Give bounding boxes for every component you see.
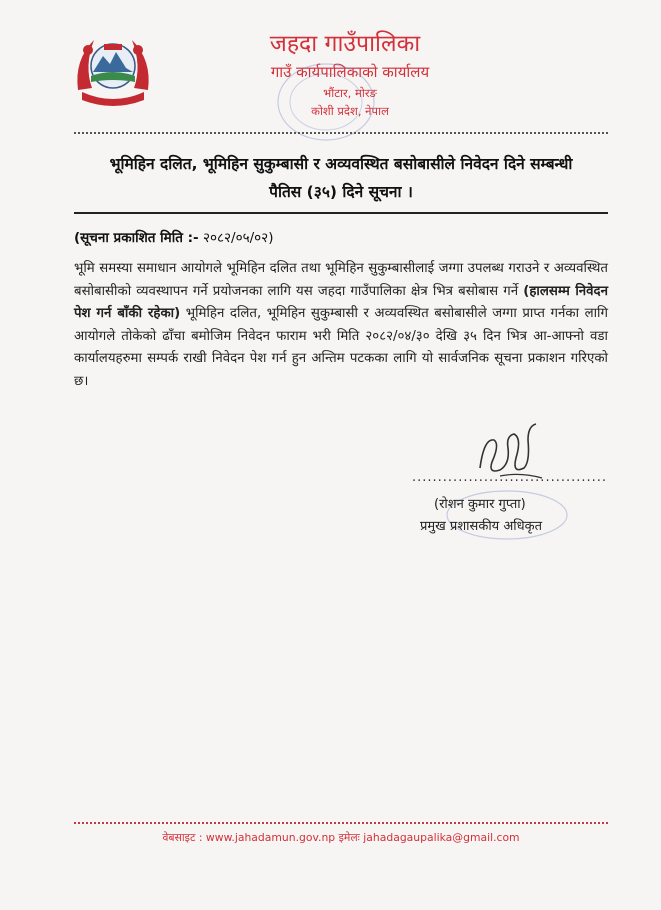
subject-line-2: पैतिस (३५) दिने सूचना ।	[269, 183, 413, 201]
header-divider	[74, 132, 608, 134]
body-part-2: भूमिहिन दलित, भूमिहिन सुकुम्बासी र अव्यवस्थित बसोबासीले जग्गा प्राप्त गर्नका लागि आयोगले तोकेको ढाँचा बमोजिम निवेदन फाराम भरी मिति २०८२/०४/३० देखि ३५ दिन भित्र आ-आफ्नो वडा कार्यालयहरुमा सम्पर्क राखी निवेदन पेश गर्न हुन अन्तिम पटकका लागि यो सार्वजनिक सूचना प्रकाशन गरिएको छ।	[74, 306, 608, 389]
footer-contact: वेबसाइट : www.jahadamun.gov.np इमेलः jahadagaupalika@gmail.com	[162, 831, 520, 844]
publish-date-label: (सूचना प्रकाशित मिति :-	[74, 230, 199, 246]
office-address-line1: भौंटार, मोरङ	[323, 86, 377, 100]
office-address-line2: कोशी प्रदेश, नेपाल	[311, 104, 389, 118]
subject-underline	[74, 212, 608, 214]
signatory-title: प्रमुख प्रशासकीय अधिकृत	[420, 519, 543, 534]
footer-divider	[74, 822, 608, 824]
nepal-emblem-icon	[70, 30, 156, 110]
body-emphasis: (हालसम्म निवेदन पेश गर्न बाँकी रहेका)	[74, 283, 608, 322]
subject-line-1: भूमिहिन दलित, भूमिहिन सुकुम्बासी र अव्यवस्थित बसोबासीले निवेदन दिने सम्बन्धी	[109, 155, 573, 173]
signature-line: ......................................	[412, 470, 608, 485]
notice-subject	[74, 150, 608, 206]
office-name: गाउँ कार्यपालिकाको कार्यालय	[270, 63, 430, 81]
notice-body	[74, 258, 608, 394]
body-part-1: भूमि समस्या समाधान आयोगले भूमिहिन दलित तथा भूमिहिन सुकुम्बासीलाई जग्गा उपलब्ध गराउने र अव्यवस्थित बसोबासीको व्यवस्थापन गर्ने प्रयोजनका लागि यस जहदा गाउँपालिका क्षेत्र भित्र बसोबास गर्ने	[74, 261, 608, 299]
publish-date-value: २०८२/०५/०२)	[202, 230, 274, 246]
official-stamp-icon	[432, 480, 582, 550]
publish-date	[74, 228, 273, 246]
signatory-name: (रोशन कुमार गुप्ता)	[434, 497, 526, 512]
municipality-name: जहदा गाउँपालिका	[269, 31, 421, 57]
